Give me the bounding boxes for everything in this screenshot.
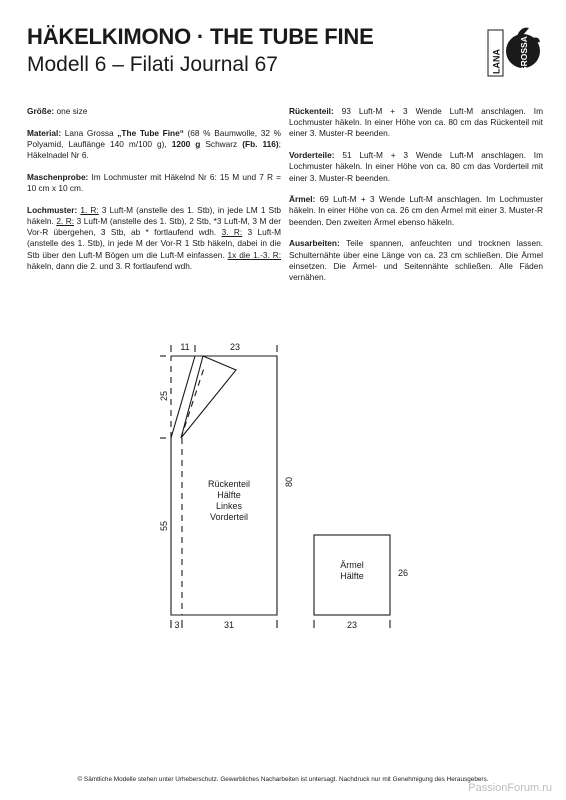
neck-flap	[181, 356, 236, 438]
dim-sleeve-width: 23	[346, 620, 358, 630]
page-title: HÄKELKIMONO · THE TUBE FINE	[27, 24, 374, 49]
dim-top-left: 11	[180, 342, 190, 352]
copyright-footer: © Sämtliche Modelle stehen unter Urheberschutz. Gewerbliches Nacharbeiten ist untersagt. Nachdruck nur mit Genehmigung des Herausgebers.	[77, 776, 489, 783]
lana-grossa-logo	[487, 24, 541, 80]
watermark: PassionForum.ru	[468, 782, 552, 794]
dim-bottom-small: 3	[174, 620, 180, 630]
dim-bottom-width: 31	[223, 620, 235, 630]
pattern-paragraph: Lochmuster: 1. R: 3 Luft-M (anstelle des 1. Stb), in jede LM 1 Stb häkeln. 2. R: 3 Luft-M (anstelle des 1. Stb), 2 Stb, *3 Luft-M, 3 M der Vor-R übergehen, 3 Stb, ab * fortlaufend wdh. 3. R: 3 Luft-M (anstelle des 1. Stb), in jede M der Vor-R 1 Stb häkeln, dabei in die Stb über den Luft-M Bögen um die Luft-M einfassen. 1x die 1.-3. R: häkeln, dann die 2. und 3. R fortlaufend wdh.	[27, 204, 282, 271]
sleeves-paragraph: Ärmel: 69 Luft-M + 3 Wende Luft-M anschlagen. Im Lochmuster häkeln. In einer Höhe von ca. 26 cm den Ärmel mit einer 3. Muster-R beenden. Den zweiten Ärmel ebenso häkeln.	[289, 194, 543, 227]
dim-neck: 25	[159, 390, 169, 402]
finishing-paragraph: Ausarbeiten: Teile spannen, anfeuchten und trocknen lassen. Schulternähte über eine Länge von ca. 23 cm schließen. Die Ärmel einsetzen. Die Ärmel- und Seitennähte schließen. Alle Fäden vernähen.	[289, 238, 543, 282]
dim-sleeve-height: 26	[397, 568, 409, 578]
body-label-4: Vorderteil	[209, 512, 249, 522]
right-column	[289, 106, 543, 294]
schematic-diagram	[140, 330, 430, 635]
material-paragraph: Material: Lana Grossa „The Tube Fine“ (68 % Baumwolle, 32 % Polyamid, Lauflänge 140 m/100 g), 1200 g Schwarz (Fb. 116); Häkelnadel Nr 6.	[27, 127, 281, 161]
dim-height: 80	[284, 476, 294, 488]
body-label-1: Rückenteil	[207, 479, 251, 489]
sleeve-label-1: Ärmel	[340, 560, 364, 570]
gauge-paragraph: Maschenprobe: Im Lochmuster mit Häkelnd Nr 6: 15 M und 7 R = 10 cm x 10 cm.	[27, 171, 281, 194]
svg-text:GROSSA: GROSSA	[519, 36, 529, 73]
back-paragraph: Rückenteil: 93 Luft-M + 3 Wende Luft-M anschlagen. Im Lochmuster häkeln. In einer Höhe von ca. 80 cm das Rückenteil mit einer 3. Muster-R beenden.	[289, 106, 543, 139]
dim-top-right: 23	[229, 342, 241, 352]
body-label-3: Linkes	[215, 501, 243, 511]
size-paragraph: Größe: one size	[27, 106, 88, 116]
page-subtitle: Modell 6 – Filati Journal 67	[27, 53, 278, 76]
left-column	[27, 106, 281, 282]
body-label-2: Hälfte	[217, 490, 241, 500]
fronts-paragraph: Vorderteile: 51 Luft-M + 3 Wende Luft-M anschlagen. Im Lochmuster häkeln. In einer Höhe von ca. 80 cm das Vorderteil mit einer 3. Muster-R beenden.	[289, 150, 543, 183]
svg-text:LANA: LANA	[491, 49, 502, 74]
dim-lower: 55	[159, 520, 169, 532]
sleeve-label-2: Hälfte	[340, 571, 364, 581]
